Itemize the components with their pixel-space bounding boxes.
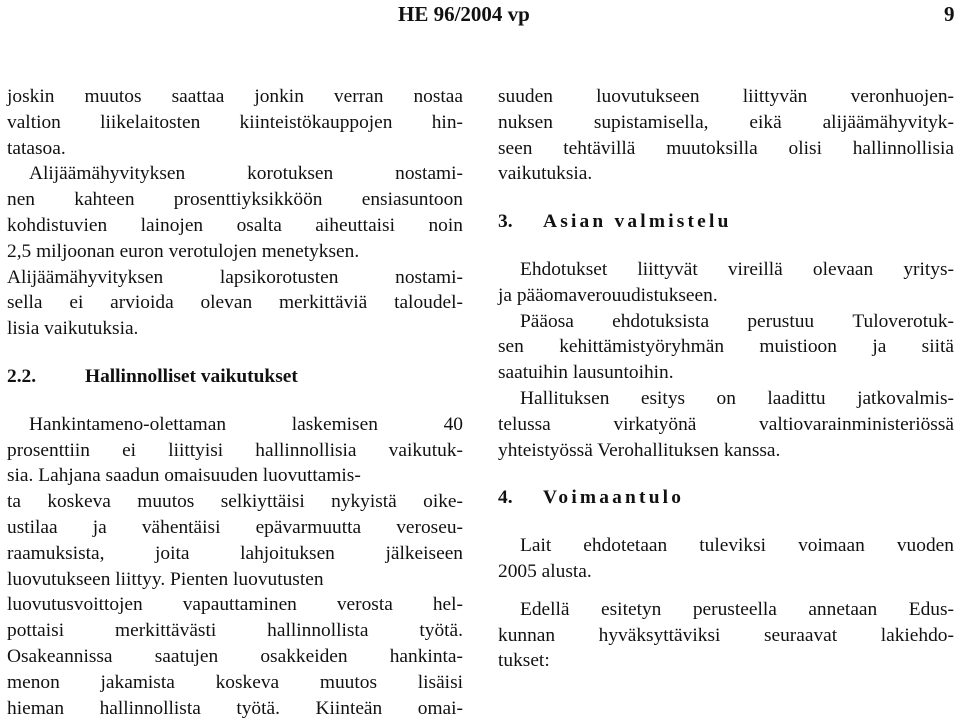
text-line: kunnan hyväksyttäviksi seuraavat lakiehdo- [498,624,954,646]
text-line: nuksen supistamisella, eikä alijäämähyvityk- [498,111,954,133]
section-title: Asian valmistelu [543,211,732,233]
text-line: joskin muutos saattaa jonkin verran nostaa [7,86,463,107]
text-line: telussa virkatyönä valtiovarainministeriössä [498,413,954,435]
text-line: ustilaa ja vähentäisi epävarmuutta veroseu- [7,516,463,538]
text-line: 2005 alusta. [498,560,592,582]
text-line: prosenttiin ei liittyisi hallinnollisia vaikutuk- [7,439,463,461]
text-line: kohdistuvien lainojen osalta aiheuttaisi noin [7,214,463,236]
text-line: suuden luovutukseen liittyvän veronhuojen- [498,86,954,107]
text-line: ta koskeva muutos selkiyttäisi nykyistä oike- [7,491,463,513]
text-line: hieman hallinnollista työtä. Kiinteän omai- [7,697,463,719]
section-heading-2-2 [7,364,463,390]
section-title: Hallinnolliset vaikutukset [85,365,298,387]
text-line: menon jakamista koskeva muutos lisäisi [7,671,463,693]
text-line: sen kehittämistyöryhmän muistioon ja siitä [498,336,954,358]
section-number: 3. [498,211,513,233]
text-line: Ehdotukset liittyvät vireillä olevaan yritys- [520,258,954,280]
text-line: saatuihin lausuntoihin. [498,362,674,384]
page-number: 9 [944,2,955,26]
text-line: Pääosa ehdotuksista perustuu Tuloverotuk- [520,310,954,332]
text-line: lisia vaikutuksia. [7,318,139,340]
section-heading-3 [498,209,954,235]
section-number: 2.2. [7,365,37,387]
text-line: Osakeannissa saatujen osakkeiden hankinta- [7,645,463,667]
text-line: luovutusvoittojen vapauttaminen verosta hel- [7,594,463,616]
text-line: Alijäämähyvityksen korotuksen nostami- [29,163,463,185]
text-line: vaikutuksia. [498,163,593,185]
text-line: Lait ehdotetaan tuleviksi voimaan vuoden [520,535,954,557]
text-line: 2,5 miljoonan euron verotulojen menetyksen. [7,240,360,262]
text-line: valtion liikelaitosten kiinteistökauppojen hin- [7,111,463,133]
text-line: ja pääomaverouudistukseen. [498,284,718,306]
text-line: tukset: [498,650,550,672]
text-line: raamuksista, joita lahjoituksen jälkeiseen [7,542,463,564]
text-line: tatasoa. [7,137,66,159]
text-line: pottaisi merkittävästi hallinnollista työtä. [7,620,463,642]
section-heading-4 [498,485,954,511]
page-header [0,0,960,40]
text-line: yhteistyössä Verohallituksen kanssa. [498,439,781,461]
right-column [498,84,954,674]
text-line: Hallituksen esitys on laadittu jatkovalmis- [520,387,954,409]
text-line: nen kahteen prosenttiyksikköön ensiasuntoon [7,189,463,211]
section-title: Voimaantulo [543,487,685,509]
text-line: luovutukseen liittyy. Pienten luovutusten [7,568,324,590]
text-line: Alijäämähyvityksen lapsikorotusten nostami- [7,266,463,288]
text-line: seen tehtävillä muutoksilla olisi hallinnollisia [498,137,954,159]
section-number: 4. [498,487,513,509]
document-code: HE 96/2004 vp [398,2,530,26]
text-line: Hankintameno-olettaman laskemisen 40 [29,413,463,435]
left-column [7,84,463,721]
text-line: Edellä esitetyn perusteella annetaan Edus- [520,598,954,620]
text-line: sella ei arvioida olevan merkittäviä taloudel- [7,292,463,314]
text-line: sia. Lahjana saadun omaisuuden luovuttamis- [7,465,361,487]
